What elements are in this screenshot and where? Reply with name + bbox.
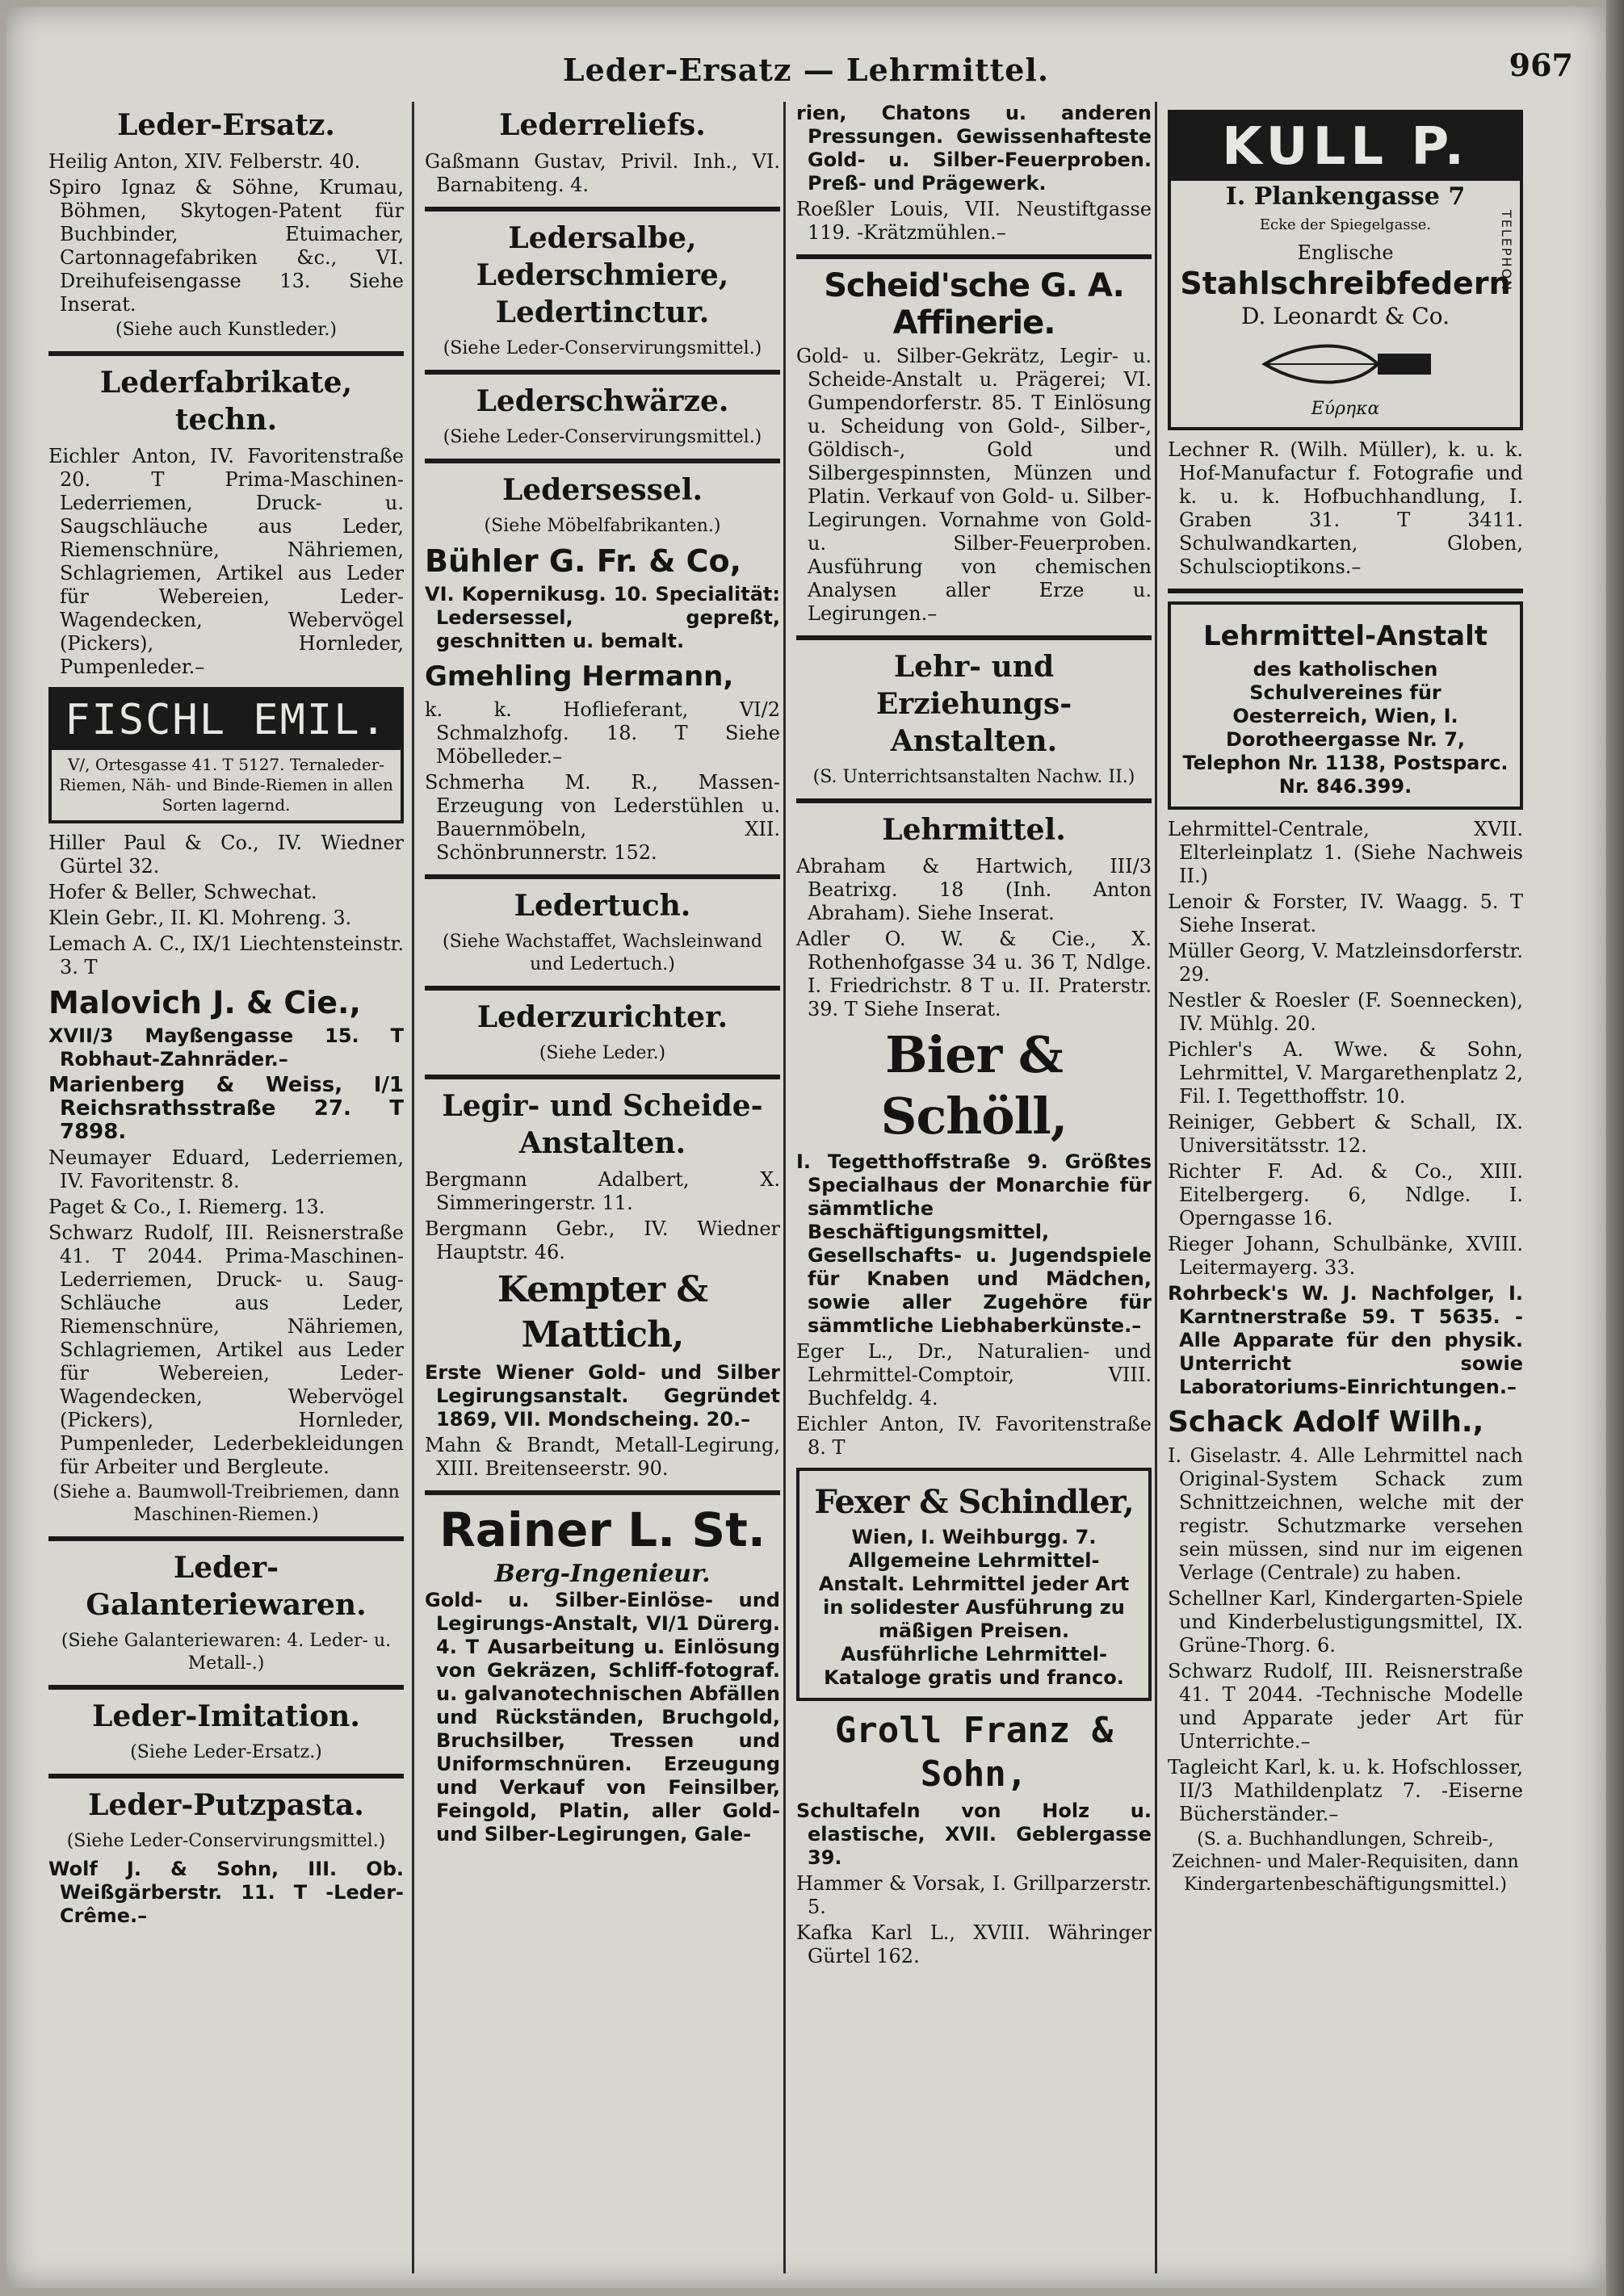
entry: I. Tegetthoffstraße 9. Größtes Specialhaus der Monarchie für sämmtliche Beschäftigungsmittel, Gesellschafts- u. Jugendspiele für Knaben und Mädchen, sowie aller Zugehöre für sämmtliche Liebhaberkünste.– <box>796 1150 1152 1337</box>
section-rule <box>48 1685 404 1690</box>
column-divider <box>1155 102 1157 2273</box>
section-heading: Legir- und Scheide-Anstalten. <box>442 1089 763 1160</box>
entry: Lehrmittel-Centrale, XVII. Elterleinplatz 1. (Siehe Nachweis II.) <box>1168 818 1523 887</box>
entry: Neumayer Eduard, Lederriemen, IV. Favoritenstr. 8. <box>48 1146 404 1192</box>
advert-name: Malovich J. & Cie., <box>48 985 361 1020</box>
advert-name: Kempter & Mattich, <box>497 1269 708 1355</box>
entry: Klein Gebr., II. Kl. Mohreng. 3. <box>48 907 352 929</box>
section-rule <box>48 1774 404 1779</box>
entry: Kafka Karl L., XVIII. Währinger Gürtel 162. <box>796 1921 1152 1967</box>
section-rule <box>425 874 780 879</box>
page-number: 967 <box>1509 47 1573 83</box>
column-3 <box>796 102 1152 1971</box>
entry: I. Giselastr. 4. Alle Lehrmittel nach Original-System Schack zum Schnittzeichnen, welche mit der registr. Schutzmarke versehen sein müssen, sind nur im eigenen Verlage (Centrale) zu haben. <box>1168 1444 1523 1584</box>
cross-reference: (S. a. Buchhandlungen, Schreib-, Zeichnen- und Maler-Requisiten, dann Kindergartenbeschäftigungsmittel.) <box>1172 1829 1519 1895</box>
entry: Schultafeln von Holz u. elastische, XVII. Geblergasse 39. <box>796 1800 1152 1869</box>
section-rule <box>1168 589 1523 593</box>
advert-telephon: TELEPHON <box>1499 210 1514 292</box>
running-title: Leder-Ersatz — Lehrmittel. <box>562 52 1050 88</box>
section-rule <box>796 798 1152 803</box>
advert-name: Fexer & Schindler, <box>814 1483 1134 1521</box>
cross-reference: (Siehe Leder-Ersatz.) <box>130 1742 322 1762</box>
column-divider <box>783 102 786 2273</box>
section-rule <box>425 1490 780 1495</box>
entry: Gaßmann Gustav, Privil. Inh., VI. Barnabiteng. 4. <box>425 150 780 196</box>
entry: Heilig Anton, XIV. Felberstr. 40. <box>48 150 361 173</box>
entry: Reiniger, Gebbert & Schall, IX. Universitätsstr. 12. <box>1168 1111 1523 1157</box>
advert-text: V/, Ortesgasse 41. T 5127. Ternaleder-Riemen, Näh- und Binde-Riemen in allen Sorten lagernd. <box>59 755 393 815</box>
entry: Lechner R. (Wilh. Müller), k. u. k. Hof-Manufactur f. Fotografie und k. u. k. Hofbuchhandlung, I. Graben 31. T 3411. Schulwandkarten, Globen, Schulscioptikons.– <box>1168 438 1523 578</box>
advert-kull <box>1168 110 1523 430</box>
advert-subtitle: Berg-Ingenieur. <box>494 1560 711 1588</box>
section-rule <box>425 1075 780 1079</box>
entry: Nestler & Roesler (F. Soennecken), IV. Mühlg. 20. <box>1168 989 1523 1035</box>
entry: Gold- u. Silber-Einlöse- und Legirungs-Anstalt, VI/1 Dürerg. 4. T Ausarbeitung u. Einlösung von Gekräzen, Schliff-fotograf. u. galvanotechnischen Abfällen und Rückständen, Bruchgold, Bruchsilber, Tressen und Uniformschnüren. Erzeugung und Verkauf von Feinsilber, Feingold, Platin, aller Gold- und Silber-Legirungen, Gale- <box>425 1589 780 1846</box>
directory-page <box>6 6 1605 2288</box>
entry: Schmerha M. R., Massen-Erzeugung von Lederstühlen u. Bauernmöbeln, XII. Schönbrunnerstr. 152. <box>425 771 780 864</box>
entry: Wolf J. & Sohn, III. Ob. Weißgärberstr. 11. T -Leder-Crême.– <box>48 1858 404 1927</box>
cross-reference: (S. Unterrichtsanstalten Nachw. II.) <box>812 767 1135 787</box>
entry: Müller Georg, V. Matzleinsdorferstr. 29. <box>1168 940 1523 986</box>
entry: Roeßler Louis, VII. Neustiftgasse 119. -Krätzmühlen.– <box>796 198 1152 244</box>
entry: Eichler Anton, IV. Favoritenstraße 20. T Prima-Maschinen-Lederriemen, Druck- u. Saugschläuche aus Leder, Riemenschnüre, Nähriemen, Schlagriemen, Artikel aus Leder für Webereien, Leder-Wagendecken, Webervögel (Pickers), Hornleder, Pumpenleder.– <box>48 445 404 678</box>
section-rule <box>48 351 404 356</box>
pen-nib-icon <box>1257 336 1434 392</box>
cross-reference: (Siehe Leder-Conservirungsmittel.) <box>443 427 762 447</box>
advert-brand: Εύρηκα <box>1311 399 1380 419</box>
entry: Paget & Co., I. Riemerg. 13. <box>48 1196 325 1218</box>
section-rule <box>796 254 1152 259</box>
section-heading: Leder-Putzpasta. <box>88 1788 364 1822</box>
section-rule <box>48 1536 404 1541</box>
section-heading: Lederschwärze. <box>476 384 729 418</box>
advert-name: Bühler G. Fr. & Co, <box>425 543 742 579</box>
section-heading: Lehrmittel. <box>882 813 1066 847</box>
advert-product: Stahlschreibfedern <box>1180 266 1511 301</box>
section-heading: Leder-Galanteriewaren. <box>86 1551 367 1622</box>
cross-reference: (Siehe Wachstaffet, Wachsleinwand und Ledertuch.) <box>443 932 762 974</box>
book-edge <box>1606 0 1624 2296</box>
section-heading: Ledersessel. <box>501 473 703 507</box>
section-heading: Lederreliefs. <box>499 108 706 142</box>
advert-name: KULL P. <box>1171 113 1520 181</box>
entry: Rohrbeck's W. J. Nachfolger, I. Karntnerstraße 59. T 5635. -Alle Apparate für den physik. Unterricht sowie Laboratoriums-Einrichtungen.– <box>1168 1282 1523 1398</box>
entry: k. k. Hoflieferant, VI/2 Schmalzhofg. 18. T Siehe Möbelleder.– <box>425 698 780 768</box>
column-4 <box>1168 102 1523 1901</box>
advert-lehrmittel-anstalt <box>1168 601 1523 810</box>
entry: Schwarz Rudolf, III. Reisnerstraße 41. T 2044. Prima-Maschinen-Lederriemen, Druck- u. Saug-Schläuche aus Leder, Riemenschnüre, Nähriemen, Schlagriemen, Artikel aus Leder für Webereien, Leder-Wagendecken, Webervögel (Pickers), Hornleder, Pumpenleder, Lederbekleidungen für Arbeiter und Bergleute. <box>48 1221 404 1478</box>
entry: Mahn & Brandt, Metall-Legirung, XIII. Breitenseerstr. 90. <box>425 1434 780 1480</box>
cross-reference: (Siehe Möbelfabrikanten.) <box>484 516 721 536</box>
advert-address: I. Plankengasse 7 <box>1225 182 1466 211</box>
section-heading: Lederfabrikate, techn. <box>99 366 353 437</box>
entry: Pichler's A. Wwe. & Sohn, Lehrmittel, V. Margarethenplatz 2, Fil. I. Tegetthoffstr. 10. <box>1168 1038 1523 1108</box>
entry: Bergmann Gebr., IV. Wiedner Hauptstr. 46. <box>425 1217 780 1263</box>
advert-corner: Ecke der Spiegelgasse. <box>1259 216 1432 233</box>
entry: Rieger Johann, Schulbänke, XVIII. Leitermayerg. 33. <box>1168 1233 1523 1279</box>
section-heading: Ledersalbe, Lederschmiere, Ledertinctur. <box>476 221 729 329</box>
entry: Lemach A. C., IX/1 Liechtensteinstr. 3. T <box>48 932 404 978</box>
section-rule <box>796 635 1152 640</box>
advert-name: Bier & Schöll, <box>880 1025 1068 1146</box>
entry: XVII/3 Mayßengasse 15. T Robhaut-Zahnräder.– <box>48 1024 404 1070</box>
cross-reference: (Siehe Leder.) <box>539 1043 666 1063</box>
entry: Hammer & Vorsak, I. Grillparzerstr. 5. <box>796 1872 1152 1918</box>
advert-maker: D. Leonardt & Co. <box>1241 303 1450 329</box>
entry: Hofer & Beller, Schwechat. <box>48 881 317 903</box>
entry: Lenoir & Forster, IV. Waagg. 5. T Siehe Inserat. <box>1168 890 1523 936</box>
section-rule <box>425 986 780 991</box>
column-divider <box>412 102 414 2273</box>
cross-reference: (Siehe auch Kunstleder.) <box>115 320 337 340</box>
advert-text: Englische <box>1297 241 1394 264</box>
entry: Eger L., Dr., Naturalien- und Lehrmittel-Comptoir, VIII. Buchfeldg. 4. <box>796 1340 1152 1410</box>
advert-text: Wien, I. Weihburgg. 7. Allgemeine Lehrmittel-Anstalt. Lehrmittel jeder Art in solidester Ausführung zu mäßigen Preisen. Ausführliche Lehrmittel-Kataloge gratis und franco. <box>818 1526 1130 1689</box>
entry: Hiller Paul & Co., IV. Wiedner Gürtel 32. <box>48 832 404 878</box>
entry: VI. Kopernikusg. 10. Specialität: Ledersessel, gepreßt, geschnitten u. bemalt. <box>425 583 780 652</box>
entry: Richter F. Ad. & Co., XIII. Eitelbergerg. 6, Ndlge. I. Operngasse 16. <box>1168 1160 1523 1230</box>
cross-reference: (Siehe Leder-Conservirungsmittel.) <box>443 338 762 358</box>
entry: Abraham & Hartwich, III/3 Beatrixg. 18 (Inh. Anton Abraham). Siehe Inserat. <box>796 855 1152 924</box>
advert-name: Rainer L. St. <box>439 1502 766 1557</box>
advert-name: Scheid'sche G. A. Affinerie. <box>824 267 1124 341</box>
entry: Marienberg & Weiss, I/1 Reichsrathsstraße 27. T 7898. <box>48 1073 404 1144</box>
section-heading: Lehr- und Erziehungs-Anstalten. <box>875 650 1072 758</box>
entry: Erste Wiener Gold- und Silber Legirungsanstalt. Gegründet 1869, VII. Mondscheing. 20.– <box>425 1361 780 1431</box>
section-heading: Ledertuch. <box>514 889 691 923</box>
entry: Schwarz Rudolf, III. Reisnerstraße 41. T 2044. -Technische Modelle und Apparate jeder Art für Unterrichte.– <box>1168 1660 1523 1753</box>
cross-reference: (Siehe a. Baumwoll-Treibriemen, dann Maschinen-Riemen.) <box>52 1482 400 1525</box>
advert-fischl <box>48 687 404 823</box>
entry: rien, Chatons u. anderen Pressungen. Gewissenhafteste Gold- u. Silber-Feuerproben. Preß- und Prägewerk. <box>796 102 1152 195</box>
entry: Spiro Ignaz & Söhne, Krumau, Böhmen, Skytogen-Patent für Buchbinder, Etuimacher, Cartonnagefabriken &c., VI. Dreihufeisengasse 13. Siehe Inserat. <box>48 176 404 316</box>
entry: Eichler Anton, IV. Favoritenstraße 8. T <box>796 1413 1152 1459</box>
section-rule <box>425 370 780 375</box>
advert-name: Schack Adolf Wilh., <box>1168 1406 1484 1439</box>
cross-reference: (Siehe Leder-Conservirungsmittel.) <box>66 1831 386 1851</box>
advert-name: Groll Franz & Sohn, <box>834 1710 1114 1795</box>
advert-name: Gmehling Hermann, <box>425 660 734 693</box>
entry: Gold- u. Silber-Gekrätz, Legir- u. Scheide-Anstalt u. Prägerei; VI. Gumpendorferstr. 85. T Einlösung u. Scheidung von Gold-, Silber-, Göldisch-, Gold und Silbergespinnsten, Münzen und Platin. Verkauf von Gold- u. Silber-Legirungen. Vornahme von Gold- u. Silber-Feuerproben. Ausführung von chemischen Analysen aller Erze u. Legirungen.– <box>796 345 1152 625</box>
advert-fexer <box>796 1468 1152 1701</box>
section-rule <box>425 459 780 463</box>
column-1 <box>48 102 404 1930</box>
section-heading: Leder-Ersatz. <box>117 108 335 142</box>
cross-reference: (Siehe Galanteriewaren: 4. Leder- u. Metall-.) <box>61 1631 392 1674</box>
entry: Tagleicht Karl, k. u. k. Hofschlosser, II/3 Mathildenplatz 7. -Eiserne Bücherständer.– <box>1168 1756 1523 1825</box>
entry: Adler O. W. & Cie., X. Rothenhofgasse 34 u. 36 T, Ndlge. I. Friedrichstr. 8 T u. II. Praterstr. 39. T Siehe Inserat. <box>796 928 1152 1020</box>
advert-name: Lehrmittel-Anstalt <box>1203 620 1488 652</box>
entry: Schellner Karl, Kindergarten-Spiele und Kinderbelustigungsmittel, IX. Grüne-Thorg. 6. <box>1168 1587 1523 1657</box>
section-rule <box>425 207 780 212</box>
section-heading: Leder-Imitation. <box>92 1699 360 1733</box>
advert-text: des katholischen Schulvereines für Oesterreich, Wien, I. Dorotheergasse Nr. 7, Telephon Nr. 1138, Postsparc. Nr. 846.399. <box>1182 658 1509 798</box>
column-2 <box>425 102 780 1849</box>
section-heading: Lederzurichter. <box>476 1000 728 1034</box>
entry: Bergmann Adalbert, X. Simmeringerstr. 11. <box>425 1168 780 1214</box>
advert-name: FISCHL EMIL. <box>52 690 401 750</box>
